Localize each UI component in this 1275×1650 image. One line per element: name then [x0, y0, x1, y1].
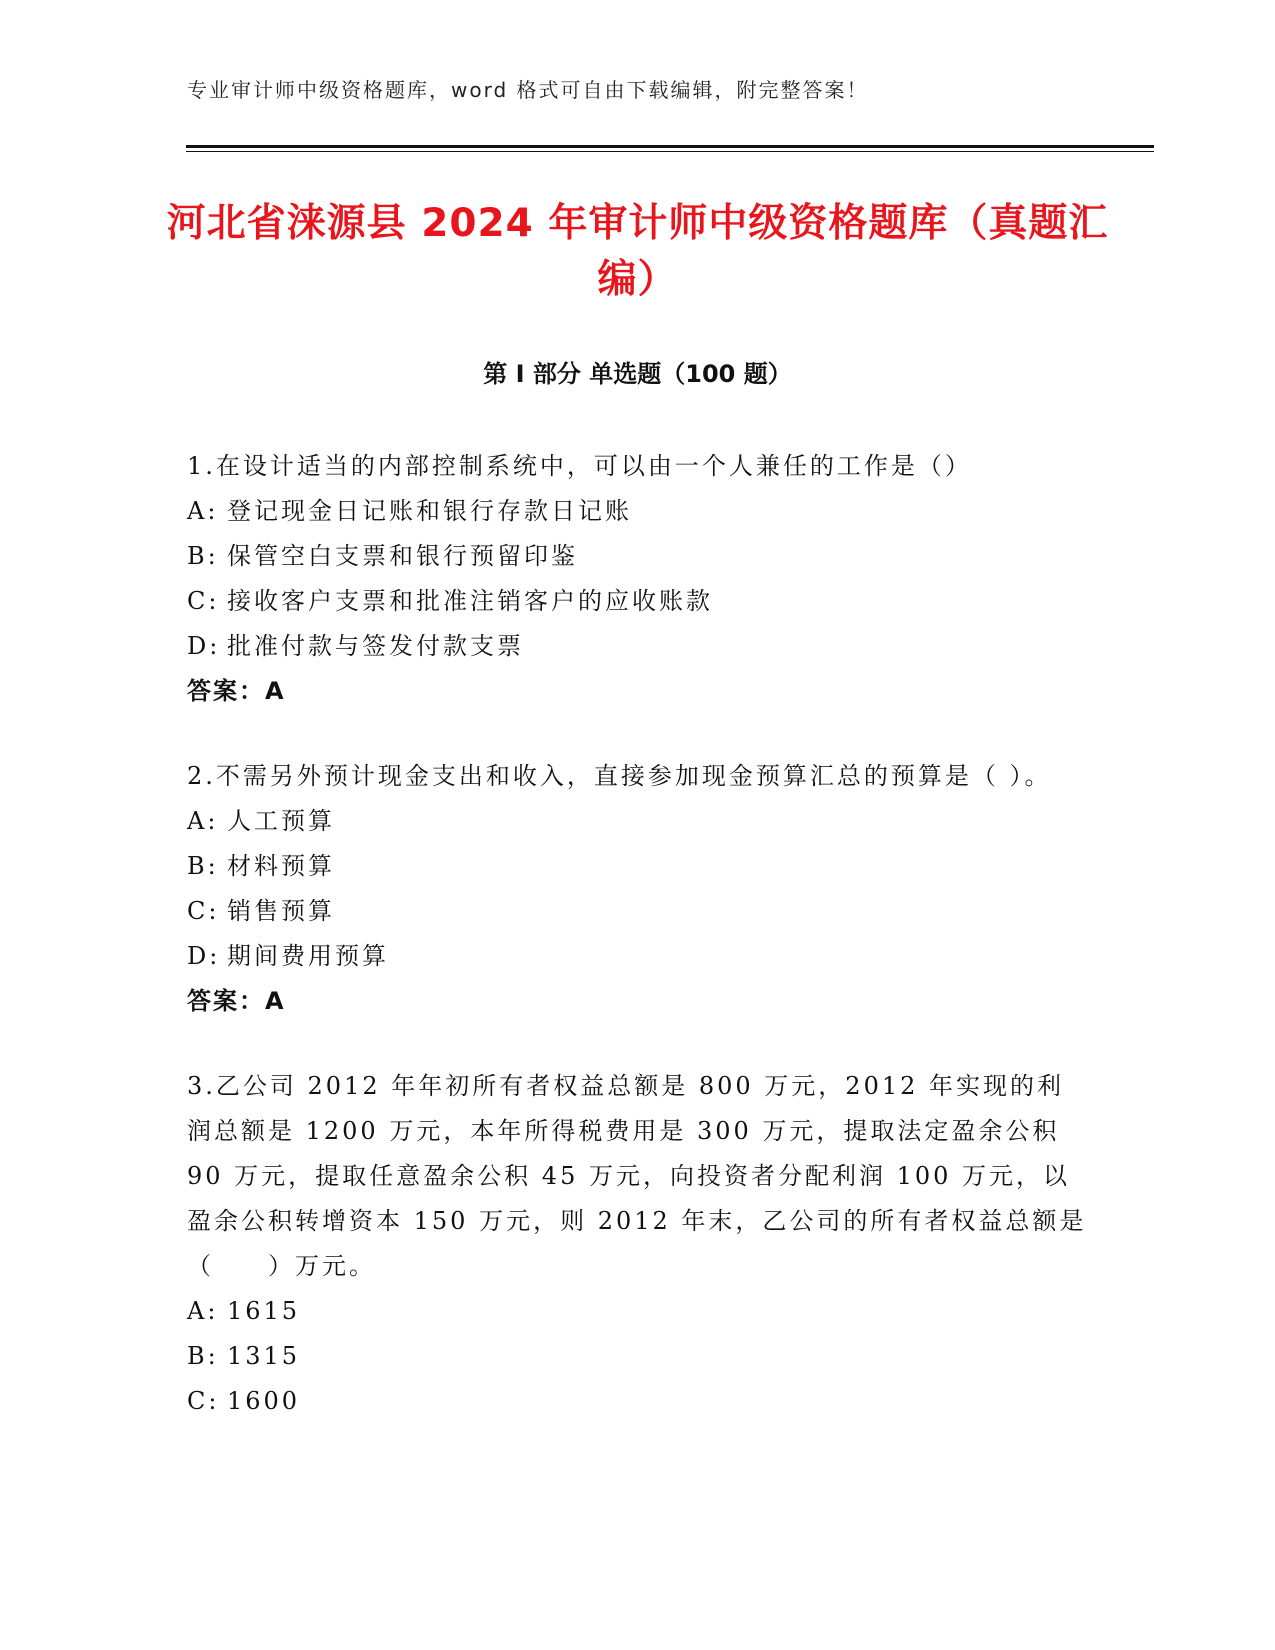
- option-c: [187, 1379, 1087, 1424]
- option-letter: B:: [187, 542, 219, 570]
- option-letter: C:: [187, 897, 220, 925]
- option-letter: B:: [187, 852, 219, 880]
- option-letter: D:: [187, 942, 221, 970]
- option-a: [187, 799, 1087, 844]
- question-text: 2.不需另外预计现金支出和收入，直接参加现金预算汇总的预算是（ ）。: [187, 762, 1052, 790]
- option-text: 1315: [227, 1342, 301, 1370]
- option-letter: A:: [187, 1297, 219, 1325]
- option-text: 材料预算: [227, 852, 335, 880]
- option-a: [187, 1289, 1087, 1334]
- option-d: [187, 934, 1087, 979]
- answer-label: 答案：A: [187, 677, 286, 705]
- option-letter: C:: [187, 587, 220, 615]
- header-rule-thick: [186, 145, 1154, 148]
- option-d: [187, 624, 1087, 669]
- option-letter: C:: [187, 1387, 220, 1415]
- header-note: 专业审计师中级资格题库，word 格式可自由下载编辑，附完整答案！: [187, 78, 869, 102]
- header-rule-thin: [186, 151, 1154, 152]
- question-text: 3.乙公司 2012 年年初所有者权益总额是 800 万元，2012 年实现的利润总额是 1200 万元，本年所得税费用是 300 万元，提取法定盈余公积 90 万元，提取任意盈余公积 45 万元，向投资者分配利润 100 万元，以盈余公积转增资本 150 万元，则 2012 年末，乙公司的所有者权益总额是（ ）万元。: [187, 1072, 1087, 1280]
- option-text: 人工预算: [227, 807, 335, 835]
- option-c: [187, 889, 1087, 934]
- option-letter: D:: [187, 632, 221, 660]
- option-text: 登记现金日记账和银行存款日记账: [227, 497, 632, 525]
- option-a: [187, 489, 1087, 534]
- document-title: 河北省涞源县 2024 年审计师中级资格题库（真题汇编）: [166, 201, 1109, 302]
- question-1: [187, 444, 1087, 714]
- section-title: 第 I 部分 单选题（100 题）: [483, 360, 792, 388]
- answer-label: 答案：A: [187, 987, 286, 1015]
- option-letter: B:: [187, 1342, 219, 1370]
- option-text: 销售预算: [227, 897, 335, 925]
- question-list: [187, 444, 1087, 1464]
- option-letter: A:: [187, 497, 219, 525]
- option-text: 保管空白支票和银行预留印鉴: [227, 542, 578, 570]
- question-2: [187, 754, 1087, 1024]
- option-b: [187, 844, 1087, 889]
- option-text: 期间费用预算: [227, 942, 389, 970]
- option-letter: A:: [187, 807, 219, 835]
- option-text: 批准付款与签发付款支票: [227, 632, 524, 660]
- question-text: 1.在设计适当的内部控制系统中，可以由一个人兼任的工作是（）: [187, 452, 972, 480]
- option-text: 1600: [227, 1387, 301, 1415]
- option-c: [187, 579, 1087, 624]
- option-text: 1615: [227, 1297, 301, 1325]
- option-b: [187, 1334, 1087, 1379]
- option-text: 接收客户支票和批准注销客户的应收账款: [227, 587, 713, 615]
- option-b: [187, 534, 1087, 579]
- question-3: [187, 1064, 1087, 1424]
